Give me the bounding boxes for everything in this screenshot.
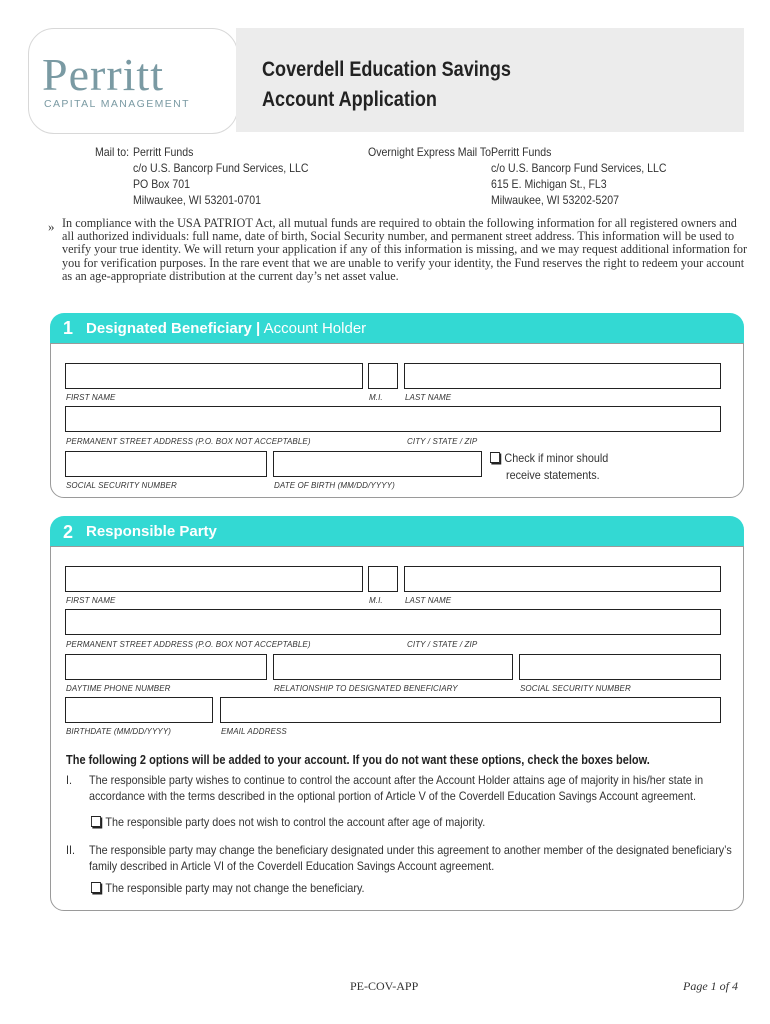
title-line-1: Coverdell Education Savings <box>262 58 511 81</box>
minor-check-text-2: receive statements. <box>506 468 600 482</box>
party-phone-label: DAYTIME PHONE NUMBER <box>66 684 171 693</box>
party-first-name-field[interactable] <box>65 566 363 592</box>
option-2-line: The responsible party may change the beneficiary designated under this agreement to another member of the designated beneficiary’s <box>89 843 732 857</box>
party-email-label: EMAIL ADDRESS <box>221 727 287 736</box>
section-1-number: 1 <box>63 318 74 338</box>
beneficiary-mi-field[interactable] <box>368 363 398 389</box>
party-birthdate-field[interactable] <box>65 697 213 723</box>
party-ssn-field[interactable] <box>519 654 721 680</box>
option-2-line: family described in Article VI of the Coverdell Education Savings Account agreement. <box>89 859 495 873</box>
beneficiary-street-label: PERMANENT STREET ADDRESS (P.O. BOX NOT ACCEPTABLE) <box>66 437 311 446</box>
party-relationship-label: RELATIONSHIP TO DESIGNATED BENEFICIARY <box>274 684 458 693</box>
beneficiary-ssn-label: SOCIAL SECURITY NUMBER <box>66 481 177 490</box>
beneficiary-dob-field[interactable] <box>273 451 482 477</box>
section-1-title-light: Account Holder <box>260 320 367 337</box>
logo-subtitle: CAPITAL MANAGEMENT <box>44 98 190 110</box>
title-line-2: Account Application <box>262 88 437 111</box>
beneficiary-mi-label: M.I. <box>369 393 383 402</box>
party-relationship-field[interactable] <box>273 654 513 680</box>
option-2-text <box>89 842 732 874</box>
section-1-title-bold: Designated Beneficiary | <box>86 320 261 337</box>
option-1-number: I. <box>66 773 73 787</box>
beneficiary-dob-label: DATE OF BIRTH (MM/DD/YYYY) <box>274 481 395 490</box>
option-1-text <box>89 772 703 804</box>
beneficiary-city-label: CITY / STATE / ZIP <box>407 437 478 446</box>
option-1-check-text: The responsible party does not wish to control the account after age of majority. <box>105 815 486 829</box>
party-mi-field[interactable] <box>368 566 398 592</box>
mail-to-label: Mail to: <box>95 145 130 159</box>
party-last-name-label: LAST NAME <box>405 596 452 605</box>
section-2-number: 2 <box>63 522 74 542</box>
patriot-act-notice: In compliance with the USA PATRIOT Act, all mutual funds are required to obtain the following information for all registered owners and all authorized individuals: full name, date of birth, Social Security number, and permanent street address. This information will be used to verify your true identity. We will return your application if any of this information is missing, and we may request additional information for you for verification purposes. In the rare event that we are unable to verify your identity, the Fund reserves the right to redeem your account as an age-appropriate distribution at the current day’s net asset value. <box>62 216 748 283</box>
option-2-number: II. <box>66 843 76 857</box>
party-street-label: PERMANENT STREET ADDRESS (P.O. BOX NOT ACCEPTABLE) <box>66 640 311 649</box>
party-first-name-label: FIRST NAME <box>66 596 116 605</box>
mail-to-line: c/o U.S. Bancorp Fund Services, LLC <box>133 161 309 175</box>
party-last-name-field[interactable] <box>404 566 721 592</box>
party-email-field[interactable] <box>220 697 721 723</box>
page-title <box>262 55 511 115</box>
party-street-address-field[interactable] <box>65 609 721 635</box>
mail-to-line: Milwaukee, WI 53201-0701 <box>133 193 261 207</box>
beneficiary-first-name-field[interactable] <box>65 363 363 389</box>
beneficiary-last-name-field[interactable] <box>404 363 721 389</box>
option-1-line: accordance with the terms described in the optional portion of Article V of the Coverdell Education Savings Account agreement. <box>89 789 696 803</box>
overnight-label: Overnight Express Mail To: <box>368 145 494 159</box>
party-phone-field[interactable] <box>65 654 267 680</box>
section-2-title: Responsible Party <box>86 523 217 540</box>
beneficiary-first-name-label: FIRST NAME <box>66 393 116 402</box>
checkbox-icon[interactable] <box>490 452 500 463</box>
beneficiary-ssn-field[interactable] <box>65 451 267 477</box>
party-city-label: CITY / STATE / ZIP <box>407 640 478 649</box>
option-1-checkbox[interactable] <box>91 814 485 830</box>
minor-statements-checkbox[interactable] <box>490 450 608 466</box>
chevron-right-icon: » <box>48 219 55 234</box>
overnight-line: 615 E. Michigan St., FL3 <box>491 177 607 191</box>
mail-to-line: PO Box 701 <box>133 177 190 191</box>
party-mi-label: M.I. <box>369 596 383 605</box>
overnight-line: Perritt Funds <box>491 145 552 159</box>
section-1-title <box>86 320 366 337</box>
option-1-line: The responsible party wishes to continue to control the account after the Account Holder attains age of majority in his/her state in <box>89 773 704 787</box>
overnight-address <box>491 144 667 208</box>
party-ssn-label: SOCIAL SECURITY NUMBER <box>520 684 631 693</box>
beneficiary-last-name-label: LAST NAME <box>405 393 452 402</box>
checkbox-icon[interactable] <box>91 882 101 893</box>
option-2-checkbox[interactable] <box>91 880 365 896</box>
checkbox-icon[interactable] <box>91 816 101 827</box>
form-code: PE-COV-APP <box>350 979 419 993</box>
mail-to-address <box>133 144 309 208</box>
party-birthdate-label: BIRTHDATE (MM/DD/YYYY) <box>66 727 172 736</box>
mail-to-line: Perritt Funds <box>133 145 194 159</box>
beneficiary-street-address-field[interactable] <box>65 406 721 432</box>
minor-check-text: Check if minor should <box>504 451 609 465</box>
option-2-check-text: The responsible party may not change the beneficiary. <box>105 881 365 895</box>
overnight-line: c/o U.S. Bancorp Fund Services, LLC <box>491 161 667 175</box>
overnight-line: Milwaukee, WI 53202-5207 <box>491 193 619 207</box>
options-heading: The following 2 options will be added to your account. If you do not want these options, check the boxes below. <box>66 753 650 767</box>
logo-wordmark: Perritt <box>42 49 164 100</box>
page-number: Page 1 of 4 <box>683 979 738 993</box>
